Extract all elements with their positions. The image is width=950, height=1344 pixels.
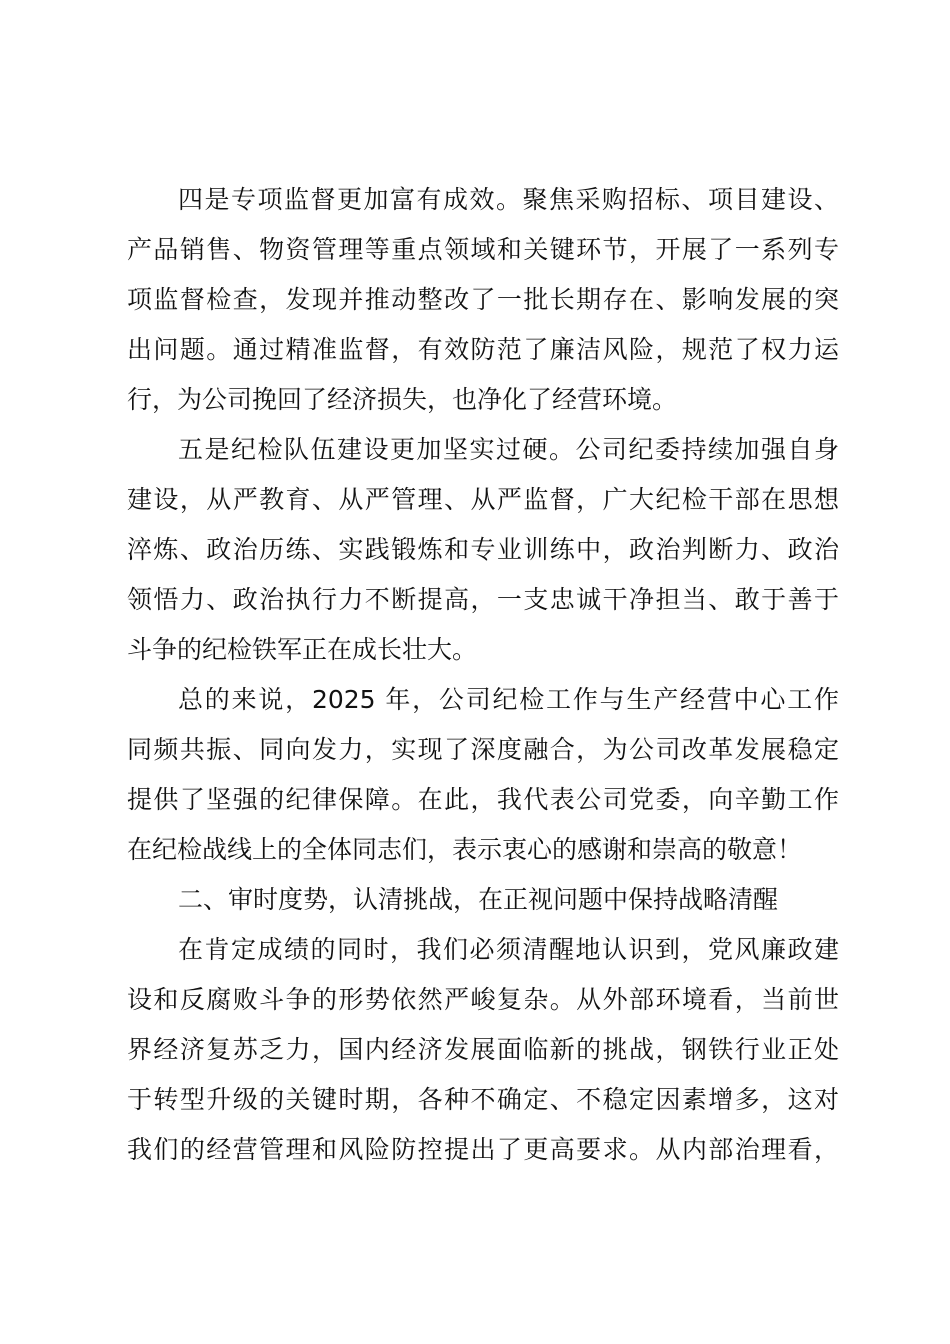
- text-line: 建设，从严教育、从严管理、从严监督，广大纪检干部在思想: [127, 485, 839, 514]
- text-line: 项监督检查，发现并推动整改了一批长期存在、影响发展的突: [127, 285, 839, 314]
- text-line: 界经济复苏乏力，国内经济发展面临新的挑战，钢铁行业正处: [127, 1035, 839, 1064]
- text-line: 五是纪检队伍建设更加坚实过硬。公司纪委持续加强自身: [178, 435, 839, 464]
- text-line: 斗争的纪检铁军正在成长壮大。: [127, 635, 478, 664]
- section-heading: 二、审时度势，认清挑战，在正视问题中保持战略清醒: [178, 885, 779, 914]
- text-line: 设和反腐败斗争的形势依然严峻复杂。从外部环境看，当前世: [127, 985, 839, 1014]
- text-line: 四是专项监督更加富有成效。聚焦采购招标、项目建设、: [178, 185, 839, 214]
- text-line: 总的来说，2025 年，公司纪检工作与生产经营中心工作: [178, 685, 839, 714]
- text-line: 我们的经营管理和风险防控提出了更高要求。从内部治理看，: [127, 1135, 839, 1164]
- text-line: 产品销售、物资管理等重点领域和关键环节，开展了一系列专: [127, 235, 839, 264]
- text-line: 淬炼、政治历练、实践锻炼和专业训练中，政治判断力、政治: [127, 535, 839, 564]
- text-line: 提供了坚强的纪律保障。在此，我代表公司党委，向辛勤工作: [127, 785, 839, 814]
- text-line: 同频共振、同向发力，实现了深度融合，为公司改革发展稳定: [127, 735, 839, 764]
- text-line: 领悟力、政治执行力不断提高，一支忠诚干净担当、敢于善于: [127, 585, 839, 614]
- text-line: 出问题。通过精准监督，有效防范了廉洁风险，规范了权力运: [127, 335, 839, 364]
- text-line: 行，为公司挽回了经济损失，也净化了经营环境。: [127, 385, 678, 414]
- text-line: 于转型升级的关键时期，各种不确定、不稳定因素增多，这对: [127, 1085, 839, 1114]
- text-line: 在肯定成绩的同时，我们必须清醒地认识到，党风廉政建: [178, 935, 839, 964]
- text-line: 在纪检战线上的全体同志们，表示衷心的感谢和崇高的敬意！: [127, 835, 803, 864]
